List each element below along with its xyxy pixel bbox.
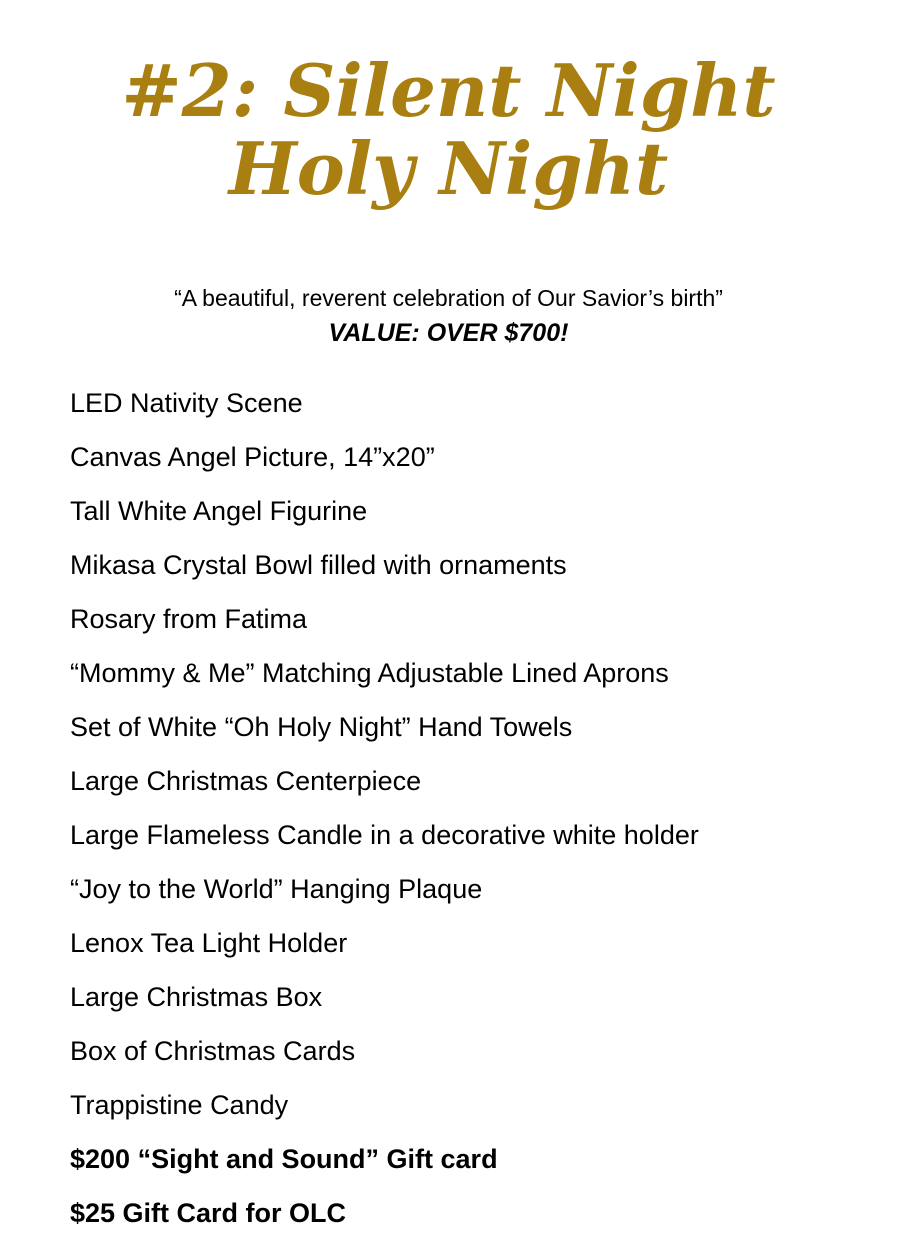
list-item: Box of Christmas Cards [70, 1036, 356, 1066]
title-line-2: Holy Night [228, 126, 669, 211]
list-item: $200 “Sight and Sound” Gift card [70, 1144, 498, 1174]
list-item: Tall White Angel Figurine [70, 496, 368, 526]
list-item: Mikasa Crystal Bowl filled with ornaments [70, 550, 567, 580]
list-item: LED Nativity Scene [70, 388, 303, 418]
list-item: Trappistine Candy [70, 1090, 289, 1120]
list-item: “Mommy & Me” Matching Adjustable Lined Aprons [70, 658, 669, 688]
list-item: Rosary from Fatima [70, 604, 308, 634]
list-item: Large Christmas Centerpiece [70, 766, 422, 796]
list-item: $25 Gift Card for OLC [70, 1198, 347, 1228]
tagline: “A beautiful, reverent celebration of Our Savior’s birth” [174, 285, 723, 311]
list-item: Set of White “Oh Holy Night” Hand Towels [70, 712, 573, 742]
list-item: Lenox Tea Light Holder [70, 928, 348, 958]
title-line-1: #2: Silent Night [121, 48, 776, 133]
list-item: Large Christmas Box [70, 982, 323, 1012]
list-item: Canvas Angel Picture, 14”x20” [70, 442, 435, 472]
value-statement: VALUE: OVER $700! [328, 319, 569, 347]
list-item: Large Flameless Candle in a decorative white holder [70, 820, 699, 850]
item-list [70, 384, 699, 1248]
list-item: “Joy to the World” Hanging Plaque [70, 874, 483, 904]
page-title [0, 48, 897, 211]
